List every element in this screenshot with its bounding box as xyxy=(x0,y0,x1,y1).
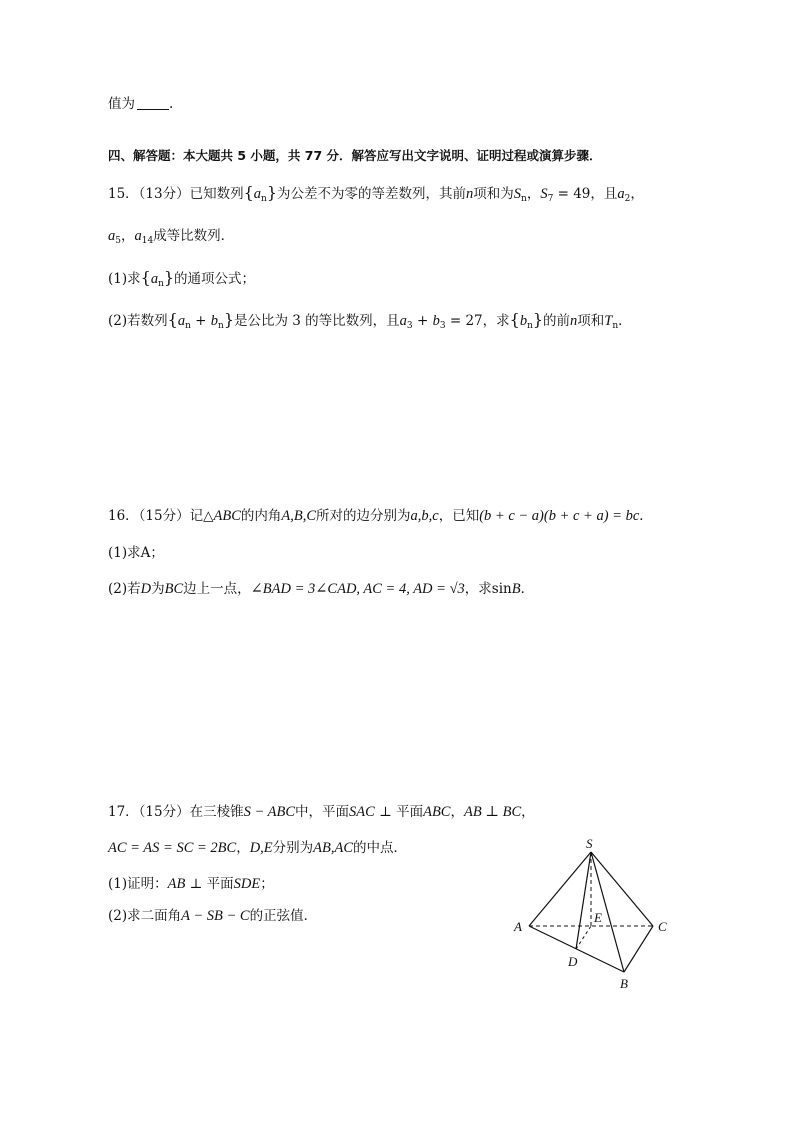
math-sub: 14 xyxy=(141,236,154,246)
label-D: D xyxy=(568,954,578,969)
q17-text: 中，平面 xyxy=(295,804,350,820)
q17-text: 的正弦值． xyxy=(249,908,318,924)
comma: ， xyxy=(526,186,541,202)
q17-text: 分别为 xyxy=(272,840,314,856)
comma: ， xyxy=(630,186,644,202)
q16-text: 的内角 xyxy=(240,508,282,524)
math-b: b xyxy=(519,313,528,329)
q15-p1-prefix: (1)求 xyxy=(108,271,141,287)
math-sub: n xyxy=(527,321,533,331)
q16-stem xyxy=(108,506,653,526)
q17-p2-prefix: (2)求二面角 xyxy=(108,908,182,924)
q16-part2 xyxy=(108,579,534,599)
q15-text: 为公差不为零的等差数列，其前 xyxy=(277,186,467,202)
period: ． xyxy=(520,581,535,597)
math-equalities: AC = AS = SC = 2BC xyxy=(108,840,237,856)
math-dihedral-angle: A − SB − C xyxy=(181,908,250,924)
q17-text: 的中点． xyxy=(353,840,408,856)
math-sub: 2 xyxy=(624,194,631,204)
brace-open: { xyxy=(167,310,178,329)
q15-p2-prefix: (2)若数列 xyxy=(108,313,168,329)
perp-symbol: ⊥ xyxy=(374,804,397,820)
math-sub: n xyxy=(218,321,224,331)
brace-close: } xyxy=(163,268,175,287)
math-a: a xyxy=(177,313,186,329)
q16-text: 所对的边分别为 xyxy=(316,508,411,524)
label-C: C xyxy=(658,919,667,934)
pyramid-figure xyxy=(508,834,688,994)
q15-text: 项和为 xyxy=(473,186,514,202)
math-sin: sin xyxy=(491,581,512,597)
math-b3: b xyxy=(432,313,440,329)
q16-label: 16．（15分）记 xyxy=(108,508,204,524)
q17-part2 xyxy=(108,906,317,926)
math-BC: BC xyxy=(164,581,184,597)
math-sub: 5 xyxy=(115,236,121,246)
q15-stem-line2 xyxy=(108,226,234,251)
math-ABC: ABC xyxy=(423,804,451,820)
math-a: a xyxy=(253,186,262,202)
math-sub: 7 xyxy=(547,194,554,204)
math-sub: n xyxy=(158,279,164,289)
math-val: = 27 xyxy=(445,313,483,329)
brace-close: } xyxy=(266,183,278,202)
math-a2: a xyxy=(617,186,625,202)
q15-part1 xyxy=(108,268,255,294)
q15-p1-text: 的通项公式； xyxy=(174,271,256,287)
q17-stem-line2 xyxy=(108,838,407,858)
brace-open: { xyxy=(509,310,520,329)
q16-p1-prefix: (1)求 xyxy=(108,545,141,561)
math-AB-perp-BC: AB ⊥ BC xyxy=(463,804,522,820)
q15-p2-text: 是公比为 3 的等比数列，且 xyxy=(234,313,400,329)
answer-blank xyxy=(137,97,169,110)
q17-part1 xyxy=(108,874,274,894)
math-AB-AC: AB,AC xyxy=(313,840,354,856)
math-a5: a xyxy=(108,228,116,244)
math-sub: 3 xyxy=(439,321,446,331)
label-B: B xyxy=(620,976,628,991)
math-angles: A,B,C xyxy=(281,508,317,524)
q16-text: ，已知 xyxy=(438,508,480,524)
math-sub: n xyxy=(521,194,527,204)
math-n: n xyxy=(466,186,474,202)
comma: ， xyxy=(120,228,135,244)
math-sub: n xyxy=(261,194,267,204)
comma: ， xyxy=(521,804,535,820)
period: ． xyxy=(639,508,653,524)
math-AB: AB xyxy=(167,876,186,892)
q15-label: 15．（13分）已知数列 xyxy=(108,186,244,202)
section-heading-text: 四、解答题：本大题共 5 小题，共 77 分．解答应写出文字说明、证明过程或演算步骤． xyxy=(108,148,602,163)
math-plus: + xyxy=(190,313,211,329)
q15-p2-text: ，求 xyxy=(482,313,510,329)
q17-stem-line1 xyxy=(108,802,535,822)
q17-label: 17．（15分）在三棱锥 xyxy=(108,804,244,820)
section-heading xyxy=(108,146,602,166)
math-B: B xyxy=(511,581,521,597)
math-a14: a xyxy=(134,228,142,244)
math-pyramid: S − ABC xyxy=(243,804,296,820)
q16-text: ，求 xyxy=(464,581,492,597)
math-sub: n xyxy=(612,321,619,331)
math-SDE: SDE xyxy=(233,876,261,892)
math-sides: a,b,c xyxy=(410,508,439,524)
math-S: S xyxy=(513,186,522,202)
q16-p2-prefix: (2)若 xyxy=(108,581,141,597)
brace-open: { xyxy=(243,183,254,202)
q15-p2-text: 的前 xyxy=(543,313,571,329)
label-E: E xyxy=(594,910,602,925)
math-A: A xyxy=(140,545,151,561)
perp-symbol: ⊥ xyxy=(185,876,207,892)
math-plus: + xyxy=(412,313,433,329)
comma: ， xyxy=(236,840,250,856)
top-fragment: 值为 . xyxy=(108,96,174,112)
q15-p2-text: 项和 xyxy=(577,313,605,329)
math-conditions: ∠BAD = 3∠CAD, AC = 4, AD = √3 xyxy=(250,581,465,597)
math-val: = 49 xyxy=(553,186,591,202)
math-ABC: ABC xyxy=(213,508,241,524)
triangle-symbol: △ xyxy=(203,508,214,524)
math-sub: n xyxy=(185,321,191,331)
label-S: S xyxy=(586,836,593,851)
q17-p1-prefix: (1)证明： xyxy=(108,876,168,892)
semicolon: ； xyxy=(260,876,274,892)
math-equation: (b + c − a)(b + c + a) = bc xyxy=(479,508,640,524)
math-D: D xyxy=(140,581,152,597)
q16-text: 边上一点， xyxy=(183,581,251,597)
math-DE: D,E xyxy=(249,840,273,856)
q15-text: 成等比数列． xyxy=(153,228,235,244)
q17-text: 平面 xyxy=(206,876,234,892)
q15-text: ，且 xyxy=(590,186,618,202)
period: ． xyxy=(618,313,632,329)
label-A: A xyxy=(514,919,522,934)
q17-text: 平面 xyxy=(396,804,424,820)
comma: ， xyxy=(450,804,464,820)
edge-BC xyxy=(624,926,653,972)
top-text: 值为 xyxy=(108,96,135,112)
q15-stem-line1 xyxy=(108,183,644,209)
q15-part2 xyxy=(108,310,632,336)
q16-part1 xyxy=(108,543,164,563)
math-S7: S xyxy=(540,186,548,202)
brace-open: { xyxy=(140,268,151,287)
math-n: n xyxy=(570,313,578,329)
semicolon: ； xyxy=(150,545,164,561)
brace-close: } xyxy=(532,310,544,329)
math-a: a xyxy=(150,271,159,287)
math-T: T xyxy=(604,313,613,329)
brace-close: } xyxy=(223,310,234,329)
math-sub: 3 xyxy=(406,321,413,331)
math-a3: a xyxy=(399,313,407,329)
math-SAC: SAC xyxy=(349,804,375,820)
math-b: b xyxy=(210,313,219,329)
q16-text: 为 xyxy=(151,581,165,597)
